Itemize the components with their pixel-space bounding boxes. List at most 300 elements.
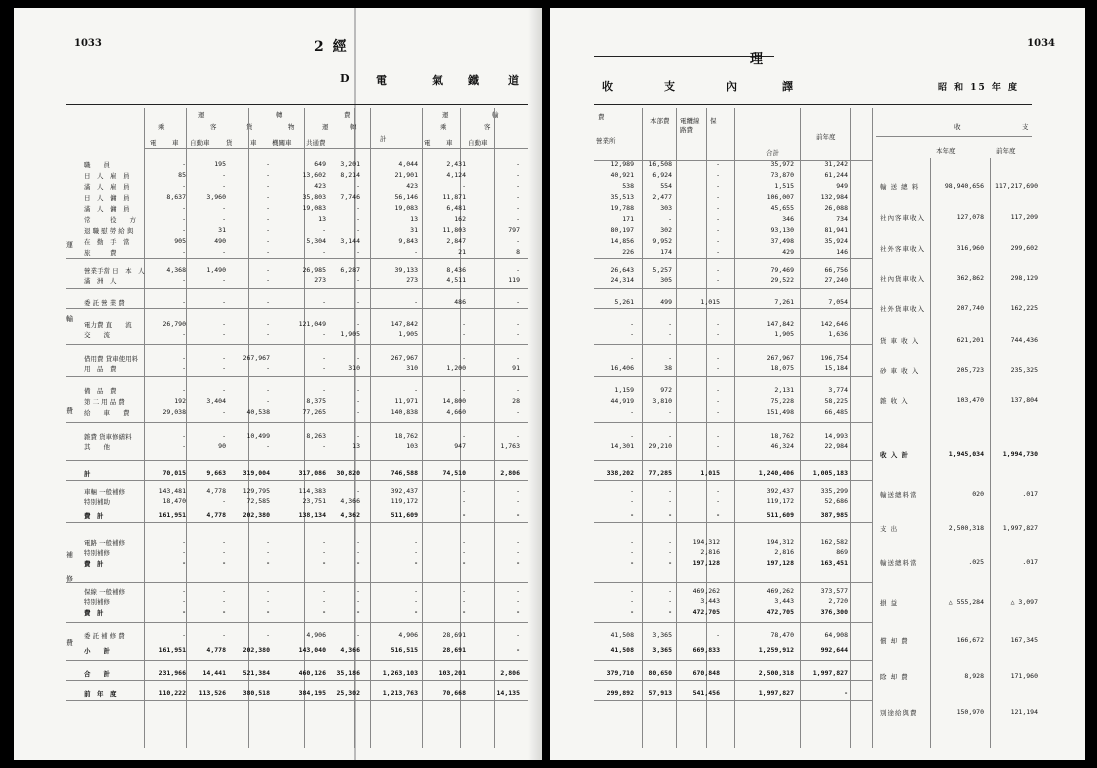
table-cell: 106,007: [766, 193, 794, 201]
table-cell: 103: [406, 442, 418, 450]
table-cell: -: [462, 386, 466, 394]
row-separator: [594, 288, 872, 289]
summary-label: 社內客車收入: [880, 214, 925, 222]
side-group-label: 費: [66, 407, 73, 415]
summary-label: 輸 送 總 料: [880, 183, 920, 191]
table-cell: -: [630, 587, 634, 595]
row-separator: [66, 460, 528, 461]
row-label: 電力費 直 流: [84, 321, 132, 329]
summary-label: 社外客車收入: [880, 245, 925, 253]
table-cell: -: [322, 442, 326, 450]
table-cell: -: [414, 559, 418, 567]
summary-label: 別途給與費: [880, 709, 918, 717]
table-cell: -: [182, 597, 186, 605]
column-divider: [734, 108, 735, 748]
column-divider: [676, 108, 677, 748]
table-cell: 19,788: [610, 204, 634, 212]
table-cell: 174: [660, 248, 672, 256]
row-separator: [594, 258, 872, 259]
table-cell: -: [516, 548, 520, 556]
table-cell: 649: [314, 160, 326, 168]
table-cell: -: [716, 330, 720, 338]
table-cell: -: [630, 408, 634, 416]
table-cell: -: [630, 354, 634, 362]
column-header: 電: [424, 139, 431, 147]
table-cell: 18,762: [770, 432, 794, 440]
table-cell: 1,905: [398, 330, 418, 338]
table-cell: -: [716, 237, 720, 245]
table-cell: 147,842: [390, 320, 418, 328]
table-cell: 46,324: [770, 442, 794, 450]
row-label: 營業手當 日 本 人: [84, 267, 145, 275]
table-cell: 11,803: [442, 226, 466, 234]
table-cell: 35,513: [610, 193, 634, 201]
table-cell: -: [716, 487, 720, 495]
table-cell: 93,130: [770, 226, 794, 234]
table-cell: -: [266, 171, 270, 179]
row-separator: [594, 582, 872, 583]
table-cell: 4,044: [398, 160, 418, 168]
table-cell: -: [630, 608, 634, 616]
table-cell: 66,485: [824, 408, 848, 416]
table-cell: -: [414, 548, 418, 556]
table-cell: 3,365: [652, 646, 672, 654]
table-cell: -: [222, 608, 226, 616]
table-cell: 3,443: [774, 597, 794, 605]
row-label: 小 計: [84, 647, 110, 655]
table-cell: -: [716, 226, 720, 234]
table-cell: -: [222, 548, 226, 556]
column-header: 電纜線路費: [680, 117, 700, 134]
table-cell: 52,686: [824, 497, 848, 505]
table-cell: -: [182, 608, 186, 616]
column-header: 共通費: [306, 139, 326, 147]
table-cell: -: [630, 538, 634, 546]
table-cell: -: [322, 364, 326, 372]
row-label: 旅 費: [84, 249, 117, 257]
table-cell: 4,778: [206, 487, 226, 495]
left-page: [14, 8, 542, 760]
row-label: 日 人 傭 員: [84, 194, 130, 202]
table-cell: 119,172: [390, 497, 418, 505]
column-header: 本部費: [650, 117, 670, 125]
table-cell: -: [356, 248, 360, 256]
table-cell: 28: [512, 397, 520, 405]
table-cell: -: [356, 538, 360, 546]
summary-divider: [990, 158, 991, 748]
table-cell: 226: [622, 248, 634, 256]
table-cell: -: [356, 215, 360, 223]
table-cell: 2,131: [774, 386, 794, 394]
table-cell: 7,746: [340, 193, 360, 201]
table-cell: -: [516, 330, 520, 338]
table-cell: -: [266, 266, 270, 274]
side-group-label: 運: [66, 241, 73, 249]
table-cell: -: [516, 320, 520, 328]
table-cell: 1,240,406: [758, 469, 794, 477]
table-cell: -: [222, 386, 226, 394]
table-cell: 40,921: [610, 171, 634, 179]
table-cell: 319,004: [242, 469, 270, 477]
table-cell: -: [266, 237, 270, 245]
table-cell: 1,997,827: [812, 669, 848, 677]
table-cell: 202,380: [242, 646, 270, 654]
right-page-header: 理: [750, 52, 766, 67]
table-cell: -: [322, 354, 326, 362]
table-cell: 460,126: [298, 669, 326, 677]
table-cell: 310: [348, 364, 360, 372]
table-cell: 1,515: [774, 182, 794, 190]
row-separator: [66, 680, 528, 681]
table-cell: 196,754: [820, 354, 848, 362]
table-cell: 1,763: [500, 442, 520, 450]
table-cell: 305: [660, 276, 672, 284]
table-cell: -: [516, 182, 520, 190]
summary-previous-year: △ 3,097: [1010, 598, 1038, 606]
table-cell: -: [182, 364, 186, 372]
table-cell: 14,993: [824, 432, 848, 440]
table-cell: 797: [508, 226, 520, 234]
row-separator: [594, 308, 872, 309]
summary-current-year: 166,672: [956, 636, 984, 644]
summary-column-header: 本年度: [936, 147, 956, 155]
table-cell: -: [356, 608, 360, 616]
column-subgroup-header: 乘: [440, 123, 447, 131]
table-cell: -: [716, 497, 720, 505]
row-separator: [594, 460, 872, 461]
table-cell: 27,240: [824, 276, 848, 284]
table-cell: -: [222, 215, 226, 223]
table-cell: 29,522: [770, 276, 794, 284]
table-cell: 30,820: [336, 469, 360, 477]
row-label: 交 流: [84, 331, 110, 339]
summary-divider: [930, 158, 931, 748]
table-cell: -: [716, 171, 720, 179]
table-cell: -: [716, 193, 720, 201]
title-char: 道: [508, 74, 521, 87]
table-cell: -: [266, 559, 270, 567]
table-cell: 992,644: [820, 646, 848, 654]
table-cell: 267,967: [766, 354, 794, 362]
table-cell: 511,609: [766, 511, 794, 519]
table-cell: -: [322, 559, 326, 567]
summary-label: 收 入 計: [880, 451, 910, 459]
column-header: 車: [446, 139, 453, 147]
table-cell: 26,643: [610, 266, 634, 274]
table-cell: 387,985: [820, 511, 848, 519]
table-cell: -: [630, 511, 634, 519]
summary-label: 除 却 費: [880, 673, 909, 681]
table-cell: 194,312: [766, 538, 794, 546]
table-cell: -: [668, 330, 672, 338]
table-cell: -: [516, 204, 520, 212]
table-cell: 4,660: [446, 408, 466, 416]
table-cell: -: [222, 204, 226, 212]
table-cell: 231,966: [158, 669, 186, 677]
table-cell: 379,710: [606, 669, 634, 677]
table-cell: -: [414, 538, 418, 546]
table-cell: -: [630, 330, 634, 338]
summary-current-year: 103,470: [956, 396, 984, 404]
table-cell: -: [668, 497, 672, 505]
row-label: 費 計: [84, 560, 104, 568]
table-cell: -: [516, 215, 520, 223]
table-cell: -: [516, 538, 520, 546]
table-cell: 16,508: [648, 160, 672, 168]
table-cell: 4,362: [340, 511, 360, 519]
table-cell: -: [630, 432, 634, 440]
table-cell: -: [516, 631, 520, 639]
column-subgroup-header: 乘: [158, 123, 165, 131]
table-cell: 91: [512, 364, 520, 372]
table-cell: -: [266, 182, 270, 190]
summary-previous-year: 1,994,730: [1002, 450, 1038, 458]
table-cell: 197,128: [766, 559, 794, 567]
row-separator: [594, 660, 872, 661]
column-subgroup-header: 計: [380, 135, 387, 143]
table-cell: 195: [214, 160, 226, 168]
table-cell: -: [630, 597, 634, 605]
table-cell: -: [222, 597, 226, 605]
table-cell: 310: [406, 364, 418, 372]
table-cell: 3,810: [652, 397, 672, 405]
table-cell: -: [322, 538, 326, 546]
table-cell: -: [182, 538, 186, 546]
row-label: 特別補修: [84, 549, 110, 557]
table-cell: 13: [318, 215, 326, 223]
table-cell: 14,800: [442, 397, 466, 405]
table-cell: -: [414, 597, 418, 605]
table-cell: -: [356, 276, 360, 284]
table-cell: 29,038: [162, 408, 186, 416]
row-label: 借用費 貸車使用料: [84, 355, 139, 363]
table-cell: 3,774: [828, 386, 848, 394]
summary-current-year: 621,201: [956, 336, 984, 344]
summary-previous-year: 1,997,827: [1002, 524, 1038, 532]
table-cell: 541,456: [692, 689, 720, 697]
table-cell: -: [322, 386, 326, 394]
table-cell: 8,375: [306, 397, 326, 405]
table-cell: -: [322, 597, 326, 605]
summary-column-header: 收: [954, 123, 961, 131]
table-cell: 121,049: [298, 320, 326, 328]
table-cell: 2,477: [652, 193, 672, 201]
table-cell: 19,083: [302, 204, 326, 212]
summary-previous-year: 299,602: [1010, 244, 1038, 252]
table-cell: -: [462, 548, 466, 556]
row-label: 其 他: [84, 443, 110, 451]
table-cell: 4,368: [166, 266, 186, 274]
row-separator: [66, 308, 528, 309]
table-cell: -: [462, 538, 466, 546]
right-page-number: 1034: [1027, 38, 1055, 49]
table-cell: -: [266, 276, 270, 284]
table-cell: 392,437: [766, 487, 794, 495]
summary-previous-year: 298,129: [1010, 274, 1038, 282]
column-group-header: 轉: [276, 111, 283, 119]
table-cell: 35,972: [770, 160, 794, 168]
summary-column-header: 支: [1022, 123, 1029, 131]
table-cell: 16,406: [610, 364, 634, 372]
table-cell: -: [266, 608, 270, 616]
table-cell: 146: [836, 248, 848, 256]
column-divider: [144, 108, 145, 748]
table-cell: -: [266, 548, 270, 556]
summary-current-year: 207,740: [956, 304, 984, 312]
table-cell: -: [716, 397, 720, 405]
row-separator: [66, 622, 528, 623]
table-cell: -: [222, 631, 226, 639]
table-cell: 13: [410, 215, 418, 223]
table-cell: -: [668, 320, 672, 328]
table-cell: 9,843: [398, 237, 418, 245]
table-cell: 58,225: [824, 397, 848, 405]
table-cell: -: [668, 587, 672, 595]
table-cell: 70,668: [442, 689, 466, 697]
row-label: 電路 一般補修: [84, 539, 126, 547]
table-cell: -: [516, 266, 520, 274]
table-cell: -: [716, 442, 720, 450]
table-cell: 511,609: [390, 511, 418, 519]
row-label: 日 人 雇 員: [84, 172, 130, 180]
table-cell: 338,202: [606, 469, 634, 477]
table-cell: 45,655: [770, 204, 794, 212]
summary-label: 償 却 費: [880, 637, 909, 645]
table-cell: -: [516, 487, 520, 495]
side-group-label: 補: [66, 551, 73, 559]
table-cell: 24,314: [610, 276, 634, 284]
table-cell: -: [462, 497, 466, 505]
row-label: 特別補助: [84, 498, 110, 506]
header-bottom-rule: [144, 148, 528, 149]
row-separator: [66, 480, 528, 481]
summary-label: 社外貨車收入: [880, 305, 925, 313]
table-cell: -: [222, 559, 226, 567]
table-cell: -: [356, 559, 360, 567]
table-cell: -: [716, 215, 720, 223]
summary-previous-year: 121,194: [1010, 708, 1038, 716]
table-cell: 267,967: [242, 354, 270, 362]
table-cell: -: [222, 538, 226, 546]
column-header: 費: [598, 113, 605, 121]
table-cell: 554: [660, 182, 672, 190]
summary-label: 砂 車 收 入: [880, 367, 920, 375]
row-separator: [594, 480, 872, 481]
table-cell: -: [266, 631, 270, 639]
table-cell: 26,088: [824, 204, 848, 212]
table-cell: -: [716, 276, 720, 284]
table-cell: 346: [782, 215, 794, 223]
table-cell: -: [356, 226, 360, 234]
side-group-label: 輸: [66, 315, 73, 323]
summary-current-year: 362,862: [956, 274, 984, 282]
table-cell: 469,262: [766, 587, 794, 595]
title-char: 電: [376, 74, 389, 87]
table-cell: 670,848: [692, 669, 720, 677]
table-cell: -: [356, 386, 360, 394]
table-cell: 1,905: [340, 330, 360, 338]
row-label: 常 役 方: [84, 216, 136, 224]
table-cell: -: [266, 193, 270, 201]
table-cell: 335,299: [820, 487, 848, 495]
column-divider: [370, 108, 371, 748]
table-cell: 1,159: [614, 386, 634, 394]
table-cell: 376,300: [820, 608, 848, 616]
table-cell: 521,384: [242, 669, 270, 677]
summary-current-year: .025: [968, 558, 984, 566]
row-separator: [66, 422, 528, 423]
table-cell: -: [222, 497, 226, 505]
row-separator: [66, 660, 528, 661]
table-cell: -: [630, 487, 634, 495]
table-cell: 161,951: [158, 646, 186, 654]
title-char: 氣: [432, 74, 445, 87]
row-label: 第 二 用 品 費: [84, 398, 125, 406]
table-cell: -: [222, 171, 226, 179]
table-cell: -: [222, 248, 226, 256]
row-label: 在 勤 手 當: [84, 238, 130, 246]
table-cell: 31: [218, 226, 226, 234]
column-header: 保: [710, 117, 717, 125]
table-cell: -: [222, 276, 226, 284]
table-cell: -: [668, 548, 672, 556]
table-cell: 38: [664, 364, 672, 372]
table-cell: -: [516, 171, 520, 179]
table-cell: -: [356, 587, 360, 595]
table-cell: -: [322, 548, 326, 556]
table-cell: -: [266, 226, 270, 234]
table-cell: 26,985: [302, 266, 326, 274]
table-cell: -: [462, 432, 466, 440]
table-cell: 3,404: [206, 397, 226, 405]
table-cell: -: [266, 587, 270, 595]
table-cell: -: [516, 193, 520, 201]
table-cell: 2,816: [774, 548, 794, 556]
table-cell: -: [182, 276, 186, 284]
table-cell: -: [356, 408, 360, 416]
row-separator: [66, 522, 528, 523]
table-cell: -: [716, 511, 720, 519]
table-cell: 6,924: [652, 171, 672, 179]
table-cell: -: [182, 215, 186, 223]
column-header: 合計: [766, 149, 779, 157]
table-cell: 1,490: [206, 266, 226, 274]
table-cell: 41,508: [610, 631, 634, 639]
table-cell: -: [182, 442, 186, 450]
row-label: 前 年 度: [84, 690, 117, 698]
summary-current-year: △ 555,284: [948, 598, 984, 606]
table-cell: -: [182, 386, 186, 394]
table-cell: 4,511: [446, 276, 466, 284]
table-top-rule-right: [594, 104, 1032, 105]
column-subgroup-header: 客: [210, 123, 217, 131]
summary-current-year: 205,723: [956, 366, 984, 374]
summary-label: 損 益: [880, 599, 899, 607]
table-cell: 140,838: [390, 408, 418, 416]
table-cell: -: [322, 608, 326, 616]
summary-previous-year: 117,209: [1010, 213, 1038, 221]
table-cell: -: [414, 298, 418, 306]
summary-previous-year: .017: [1022, 490, 1038, 498]
table-cell: -: [668, 432, 672, 440]
table-cell: 80,650: [648, 669, 672, 677]
table-cell: -: [414, 248, 418, 256]
table-cell: -: [668, 559, 672, 567]
table-cell: 22,984: [824, 442, 848, 450]
table-cell: 429: [782, 248, 794, 256]
row-label: 委 託 營 業 費: [84, 299, 125, 307]
column-header: 前年度: [816, 133, 836, 141]
